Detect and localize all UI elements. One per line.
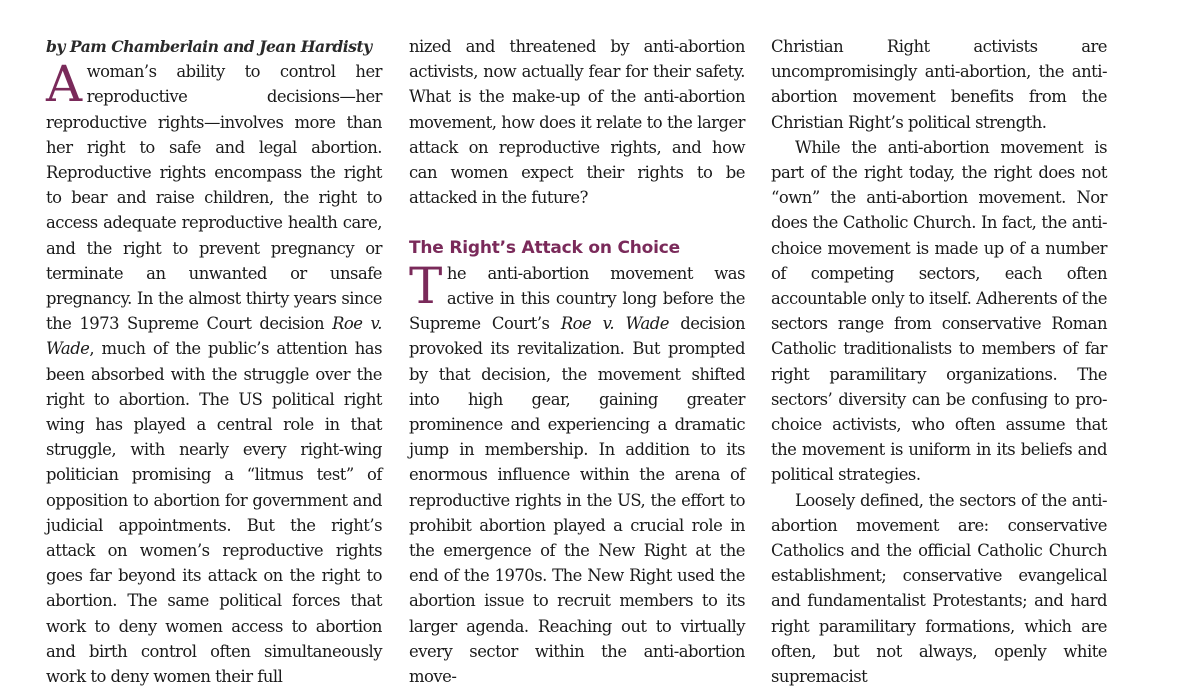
article-column-3 [771,34,1107,689]
paragraph: While the anti-abortion movement is part of the right today, the right does not “own” the anti-abortion movement. Nor does the Catholic Church. In fact, the anti-choice movement is made up of a number of competing sectors, each often accountable only to itself. Adherents of the sectors range from conservative Roman Catholic traditionalists to members of far right paramilitary organizations. The sectors’ diversity can be confusing to pro-choice activists, who often assume that the movement is uniform in its beliefs and political strategies. [771,137,1107,485]
byline: by Pam Chamberlain and Jean Hardisty [46,37,372,56]
paragraph-text: woman’s ability to control her reproductive decisions—her reproductive rights—involves more than her right to safe and legal abortion. Reproductive rights encompass the right to bear and raise children, the right to access adequate reproductive health care, and the right to prevent pregnancy or terminate an unwanted or unsafe pregnancy. In the almost thirty years since the 1973 Supreme Court decision [46,62,382,334]
drop-cap: A [46,55,82,114]
paragraph-text: , much of the public’s attention has been absorbed with the struggle over the right to abortion. The US political right wing has played a central role in that struggle, with nearly every right-wing politician promising a “litmus test” of opposition to abortion for government and judicial appointments. But the right’s attack on women’s reproductive rights goes far beyond its attack on the right to abortion. The same political forces that work to deny women access to abortion and birth control often simultaneously work to deny women their full [46,339,382,687]
paragraph-intro [46,55,382,689]
paragraph-text: he anti-abortion movement was active in this country long before the Supreme Court’s [409,263,745,334]
paragraph: Loosely defined, the sectors of the anti-abortion movement are: conservative Catholics and the official Catholic Church establishment; conservative evangelical and fundamentalist Protestants; and hard right paramilitary formations, which are often, but not always, openly white supremacist [771,490,1107,687]
section-heading: The Right’s Attack on Choice [409,237,680,258]
paragraph-section-intro [409,256,745,689]
article-column-2 [409,34,745,689]
paragraph-text: decision provoked its revitalization. But prompted by that decision, the movement shifted into high gear, gaining greater prominence and experiencing a dramatic jump in membership. In addition to its enormous influence within the arena of reproductive rights in the US, the effort to prohibit abortion played a crucial role in the emergence of the New Right at the end of the 1970s. The New Right used the abortion issue to recruit members to its larger agenda. Reaching out to virtually every sector within the anti-abortion move- [409,314,745,687]
article-column-1 [46,34,382,689]
paragraph-continued: Christian Right activists are uncompromisingly anti-abortion, the anti-abortion movement benefits from the Christian Right’s political strength. [771,37,1107,132]
drop-cap: T [409,256,442,315]
case-name: Roe v. Wade [46,314,382,359]
paragraph-continued: nized and threatened by anti-abortion activists, now actually fear for their safety. What is the make-up of the anti-abortion movement, how does it relate to the larger attack on reproductive rights, and how can women expect their rights to be attacked in the future? [409,37,745,208]
case-name: Roe v. Wade [560,314,669,334]
